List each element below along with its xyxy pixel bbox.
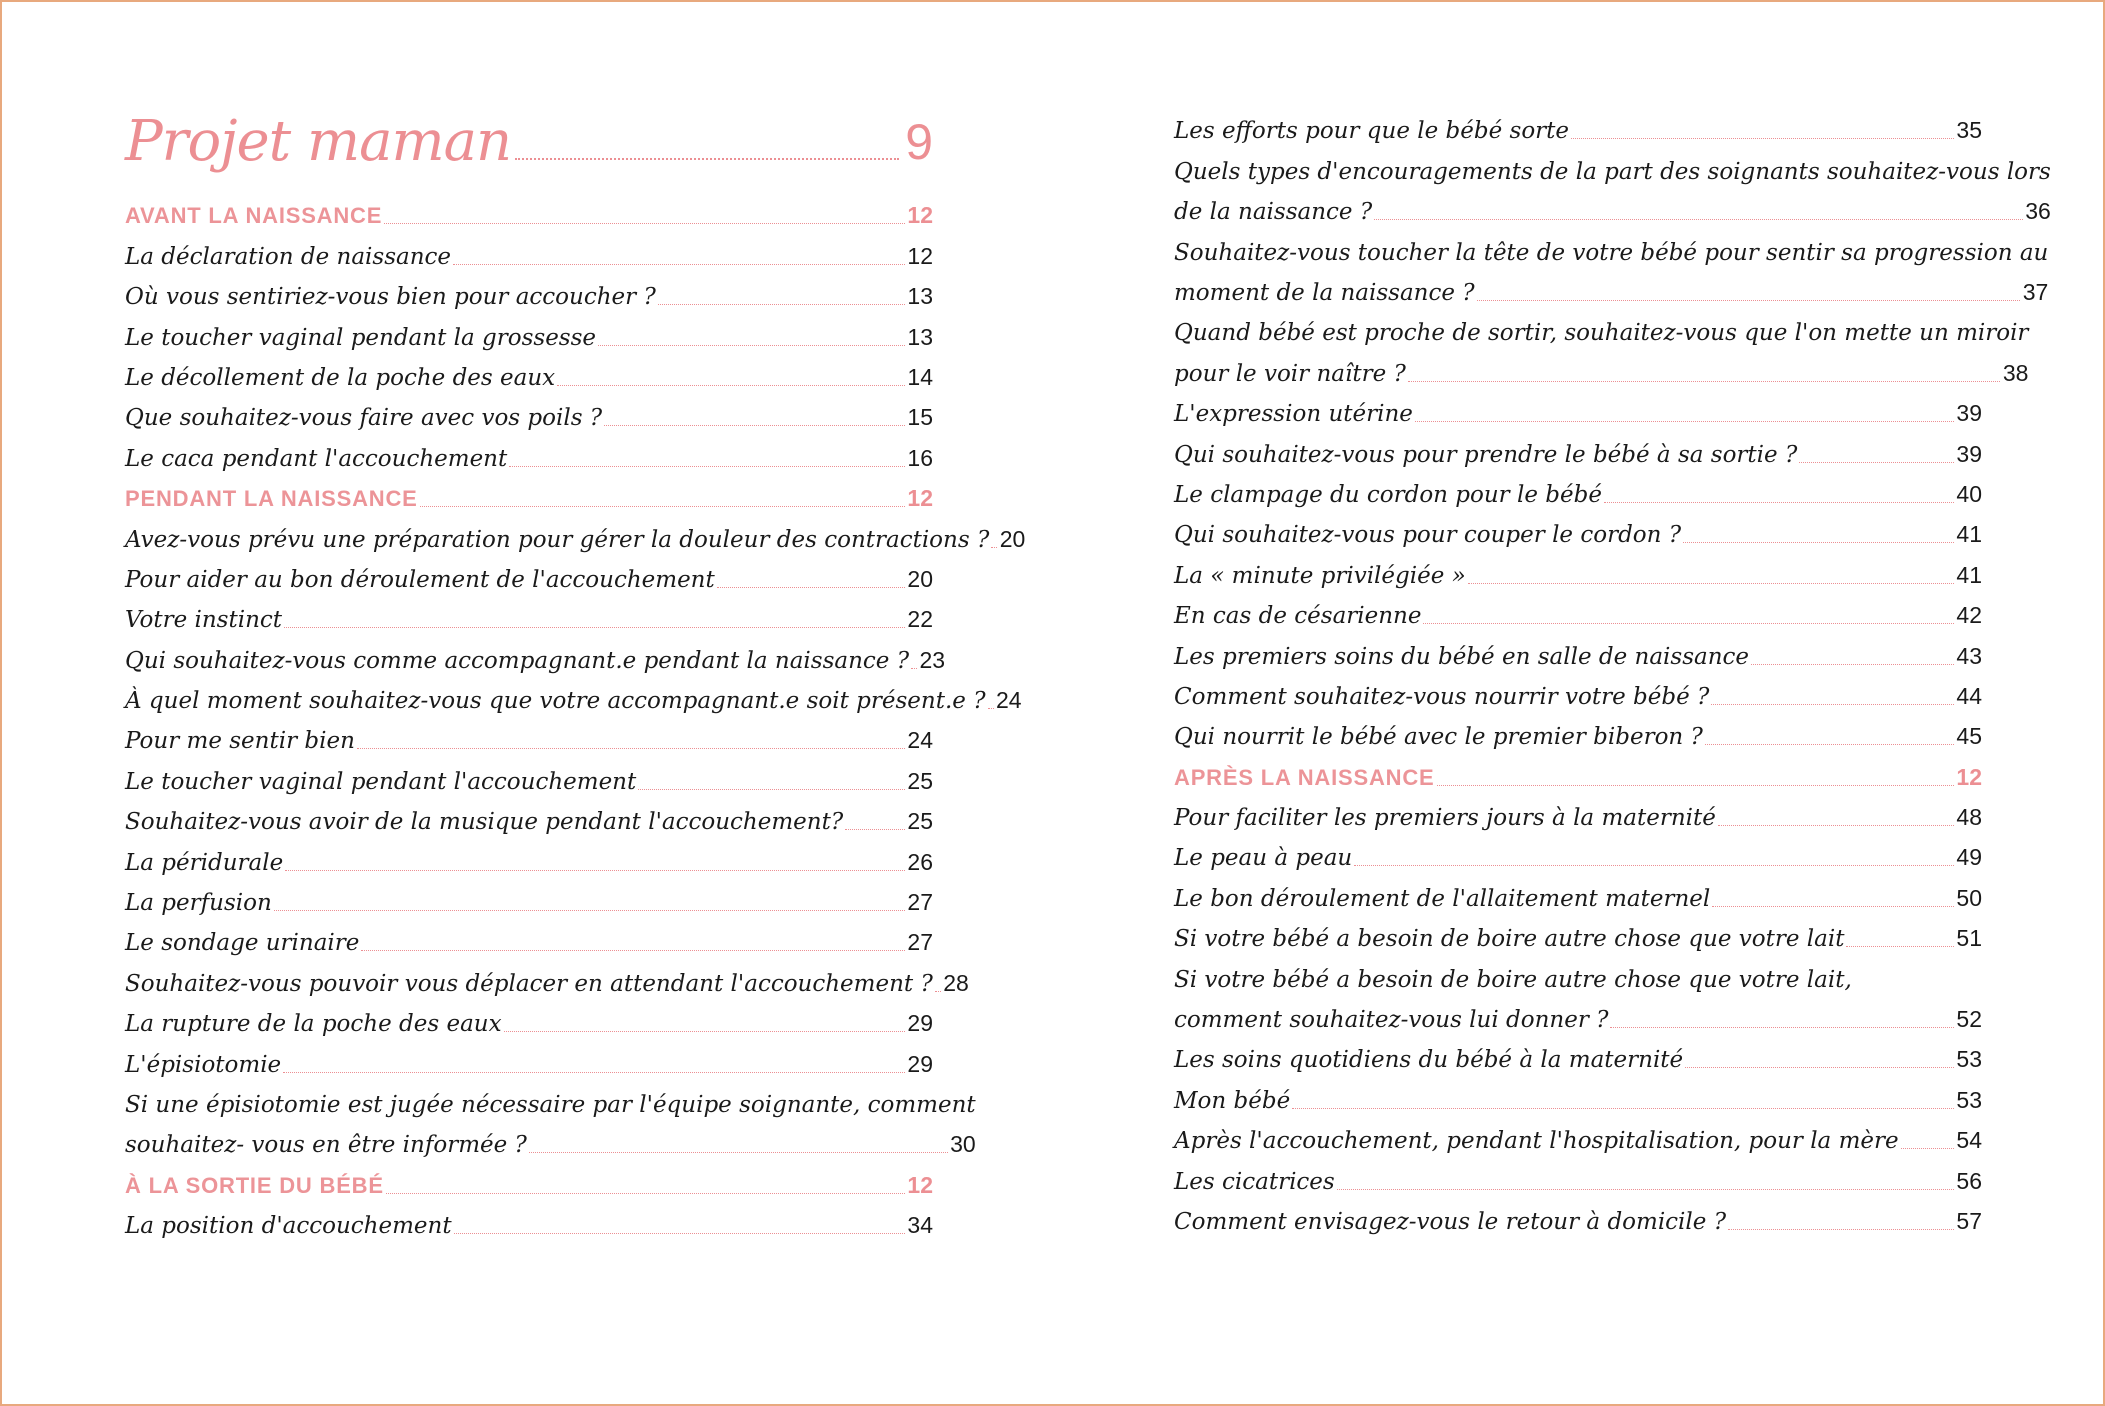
toc-entry-label: Le toucher vaginal pendant l'accouchement [125,768,637,795]
leader-dots [1799,462,1954,463]
toc-entry [1174,1118,1982,1158]
toc-entry-label: Comment souhaitez-vous nourrir votre bébé ? [1174,683,1710,710]
leader-dots [1610,1027,1954,1028]
toc-entry-text [1174,310,2028,391]
toc-entry [125,1203,933,1243]
toc-entry [1174,148,2051,229]
leader-dots [1408,381,2001,382]
toc-entry-label-line2: souhaitez- vous en être informée ? [125,1132,527,1159]
toc-entry [1174,835,1982,875]
toc-entry [1174,431,1982,471]
toc-entry-page: 50 [1956,884,1982,911]
toc-entry-page: 20 [907,565,933,592]
toc-entry-page: 48 [1956,804,1982,831]
toc-entry-label: Pour me sentir bien [125,728,355,755]
toc-entry [125,1001,933,1041]
leader-dots [515,158,899,160]
leader-dots [384,223,905,224]
toc-entry [125,233,933,273]
section-heading [1174,754,1982,794]
toc-entry [1174,472,1982,512]
toc-entry-page: 41 [1956,521,1982,548]
toc-entry-label: Pour faciliter les premiers jours à la maternité [1174,805,1716,832]
section-heading-label: PENDANT LA NAISSANCE [125,486,418,512]
leader-dots [604,425,905,426]
toc-entry [1174,512,1982,552]
toc-entry [125,274,933,314]
toc-entry-label: Le décollement de la poche des eaux [125,364,556,391]
toc-entry [125,314,933,354]
toc-entry-page: 40 [1956,480,1982,507]
toc-entry [1174,1037,1982,1077]
leader-dots [598,345,905,346]
leader-dots [1374,219,2023,220]
leader-dots [991,547,997,548]
leader-dots [557,385,905,386]
leader-dots [529,1152,948,1153]
toc-entry [1174,875,1982,915]
toc-entry-label-line2: moment de la naissance ? [1174,279,1475,306]
toc-entry-label-line2: pour le voir naître ? [1174,360,1406,387]
toc-entry-page: 22 [907,606,933,633]
toc-entry-label: Que souhaitez-vous faire avec vos poils ? [125,405,603,432]
toc-entry-page: 30 [950,1131,976,1158]
toc-entry-label: Où vous sentiriez-vous bien pour accoucher ? [125,284,656,311]
leader-dots [1712,906,1954,907]
leader-dots [935,991,941,992]
toc-entry-page: 39 [1956,400,1982,427]
section-heading-label: APRÈS LA NAISSANCE [1174,764,1435,790]
toc-list-left [125,193,1026,1243]
toc-entry [125,880,933,920]
toc-entry-label: La perfusion [125,890,272,917]
toc-entry [125,1041,933,1081]
toc-entry-page: 41 [1956,561,1982,588]
toc-entry [125,557,933,597]
section-heading-page: 12 [907,1171,933,1198]
toc-entry-label-line2: de la naissance ? [1174,199,1373,226]
toc-entry-page: 51 [1956,925,1982,952]
toc-entry [1174,552,1982,592]
section-heading [125,1162,933,1202]
toc-entry-label: La déclaration de naissance [125,243,452,270]
toc-entry [125,678,1022,718]
toc-entry-label: Si votre bébé a besoin de boire autre chose que votre lait [1174,926,1845,953]
toc-entry-label: Qui nourrit le bébé avec le premier biberon ? [1174,724,1703,751]
leader-dots [1705,744,1954,745]
section-heading-page: 12 [907,485,933,512]
toc-entry-page: 24 [995,687,1022,714]
toc-entry [125,718,933,758]
toc-entry-page: 25 [907,767,933,794]
leader-dots [1901,1148,1954,1149]
toc-entry-label: Le toucher vaginal pendant la grossesse [125,324,597,351]
toc-entry-label: À quel moment souhaitez-vous que votre accompagnant.e soit présent.e ? [125,688,986,715]
toc-entry [125,516,1026,556]
toc-entry-page: 49 [1956,844,1982,871]
toc-entry-label-line1: Si votre bébé a besoin de boire autre chose que votre lait, [1174,966,1852,993]
toc-entry-label: Le clampage du cordon pour le bébé [1174,481,1602,508]
toc-entry-label: Les efforts pour que le bébé sorte [1174,118,1570,145]
toc-entry-page: 25 [907,808,933,835]
toc-entry-page: 45 [1956,723,1982,750]
toc-entry [125,435,933,475]
toc-entry-page: 13 [907,283,933,310]
toc-entry-line2 [1174,997,1982,1037]
leader-dots [1437,785,1954,786]
toc-entry-page: 57 [1956,1208,1982,1234]
toc-entry [125,1082,976,1163]
toc-entry [125,799,933,839]
toc-entry-page: 12 [907,242,933,269]
toc-entry-page: 52 [1956,1006,1982,1033]
toc-entry [1174,714,1982,754]
toc-entry-page: 15 [907,404,933,431]
toc-entry [1174,1077,1982,1117]
toc-entry-page: 24 [907,727,933,754]
toc-entry-label-line1: Quand bébé est proche de sortir, souhaitez-vous que l'on mette un miroir [1174,320,2029,347]
toc-entry-label: La rupture de la poche des eaux [125,1011,502,1038]
leader-dots [386,1193,905,1194]
toc-entry-page: 38 [2002,359,2029,386]
toc-entry-label: Les premiers soins du bébé en salle de naissance [1174,643,1750,670]
toc-entry-page: 44 [1956,682,1982,709]
section-heading [125,193,933,233]
toc-entry-text [1174,956,1982,1037]
toc-entry [125,637,946,677]
toc-entry-page: 13 [907,323,933,350]
leader-dots [717,587,905,588]
toc-entry-label: Avez-vous prévu une préparation pour gérer la douleur des contractions ? [125,526,990,553]
toc-entry-page: 36 [2025,198,2051,225]
toc-entry-page: 53 [1956,1086,1982,1113]
toc-entry-label: Le sondage urinaire [125,930,360,957]
toc-entry [125,920,933,960]
leader-dots [1468,583,1954,584]
toc-entry-label: Le caca pendant l'accouchement [125,445,508,472]
leader-dots [988,708,994,709]
toc-entry [1174,1158,1982,1198]
toc-entry [1174,633,1982,673]
toc-list-right [1174,108,2051,1239]
toc-entry-label-line1: Souhaitez-vous toucher la tête de votre bébé pour sentir sa progression au [1174,239,2049,266]
leader-dots [845,829,905,830]
toc-entry-label: La « minute privilégiée » [1174,562,1466,589]
toc-entry [125,597,933,637]
toc-entry [1174,310,2029,391]
leader-dots [453,264,905,265]
toc-entry-label-line1: Si une épisiotomie est jugée nécessaire par l'équipe soignante, comment [125,1092,976,1118]
leader-dots [509,466,905,467]
toc-entry-label-line1: Quels types d'encouragements de la part des soignants souhaitez-vous lors [1174,158,2051,185]
toc-entry-page: 29 [907,1010,933,1037]
toc-entry-label-line2: comment souhaitez-vous lui donner ? [1174,1007,1609,1034]
toc-entry-page: 26 [907,848,933,875]
leader-dots [454,1233,905,1234]
section-heading-label: À LA SORTIE DU BÉBÉ [125,1172,384,1198]
toc-entry-label: Les cicatrices [1174,1168,1335,1195]
toc-entry-label: Le bon déroulement de l'allaitement maternel [1174,885,1711,912]
toc-entry [125,395,933,435]
leader-dots [1711,704,1954,705]
toc-entry-label: Souhaitez-vous pouvoir vous déplacer en attendant l'accouchement ? [125,970,933,997]
toc-entry [125,355,933,395]
leader-dots [658,304,905,305]
toc-entry-page: 56 [1956,1167,1982,1194]
toc-entry [1174,229,2049,310]
toc-entry-page: 27 [907,889,933,916]
toc-entry [1174,1199,1982,1239]
toc-entry-page: 23 [919,646,946,673]
leader-dots [1337,1189,1954,1190]
toc-entry-page: 14 [907,363,933,390]
toc-entry-page: 42 [1956,602,1982,629]
chapter-title: Projet maman [125,109,512,174]
toc-entry-label: Souhaitez-vous avoir de la musique pendant l'accouchement? [125,809,844,836]
toc-entry [1174,391,1982,431]
section-heading [125,476,933,516]
leader-dots [504,1031,905,1032]
toc-entry-page: 20 [999,525,1026,552]
leader-dots [1571,138,1954,139]
toc-entry-page: 53 [1956,1046,1982,1073]
toc-entry-label: Après l'accouchement, pendant l'hospitalisation, pour la mère [1174,1128,1899,1155]
toc-entry-text [125,1082,976,1163]
leader-dots [1718,825,1954,826]
toc-entry-page: 39 [1956,440,1982,467]
toc-entry-label: Votre instinct [125,607,283,634]
leader-dots [1354,865,1954,866]
toc-entry-page: 16 [907,444,933,471]
toc-entry-label: L'épisiotomie [125,1051,282,1078]
toc-entry-line2 [1174,189,2051,229]
toc-entry-line2 [1174,270,2048,310]
leader-dots [1415,421,1954,422]
leader-dots [361,950,905,951]
toc-entry-page: 29 [907,1050,933,1077]
toc-entry-label: En cas de césarienne [1174,603,1422,630]
toc-entry-label: Pour aider au bon déroulement de l'accouchement [125,566,715,593]
toc-entry-page: 43 [1956,642,1982,669]
toc-entry-label: Qui souhaitez-vous pour prendre le bébé à sa sortie ? [1174,441,1798,468]
toc-entry [1174,956,1982,1037]
leader-dots [357,748,905,749]
leader-dots [1683,542,1954,543]
toc-entry-label: Le peau à peau [1174,845,1353,872]
leader-dots [274,910,905,911]
toc-entry-page: 35 [1956,117,1982,144]
leader-dots [1751,664,1954,665]
toc-entry [1174,916,1982,956]
leader-dots [1292,1108,1954,1109]
toc-entry-page: 54 [1956,1127,1982,1154]
toc-entry-text [1174,229,2048,310]
toc-entry-label: Mon bébé [1174,1087,1291,1114]
toc-entry [125,758,933,798]
leader-dots [1728,1229,1954,1230]
toc-entry-page: 34 [907,1212,933,1239]
leader-dots [1685,1067,1954,1068]
section-heading-page: 12 [907,202,933,229]
toc-entry-page: 37 [2022,278,2049,305]
toc-entry [1174,108,1982,148]
toc-entry [1174,795,1982,835]
section-heading-page: 12 [1956,763,1982,790]
leader-dots [1846,946,1954,947]
toc-entry-label: Comment envisagez-vous le retour à domicile ? [1174,1209,1727,1235]
toc-entry-page: 28 [943,969,969,996]
leader-dots [284,627,905,628]
toc-entry-label: La position d'accouchement [125,1213,452,1240]
leader-dots [1423,623,1954,624]
leader-dots [420,506,905,507]
toc-entry-label: La péridurale [125,849,284,876]
toc-entry-text [1174,148,2051,229]
toc-entry-label: Qui souhaitez-vous pour couper le cordon ? [1174,522,1682,549]
leader-dots [638,789,905,790]
toc-entry-line2 [125,1122,976,1162]
leader-dots [283,1072,905,1073]
leader-dots [285,870,905,871]
toc-entry [1174,593,1982,633]
toc-entry-label: L'expression utérine [1174,401,1413,428]
toc-entry-label: Les soins quotidiens du bébé à la maternité [1174,1047,1684,1074]
leader-dots [1604,502,1954,503]
leader-dots [911,668,917,669]
leader-dots [1477,300,2021,301]
chapter-title-row [125,102,933,172]
section-heading-label: AVANT LA NAISSANCE [125,203,383,229]
toc-entry [125,839,933,879]
toc-entry [125,960,969,1000]
toc-entry-page: 27 [907,929,933,956]
toc-entry-line2 [1174,350,2028,390]
chapter-page-number: 9 [905,114,933,170]
toc-entry-label: Qui souhaitez-vous comme accompagnant.e pendant la naissance ? [125,647,910,674]
toc-entry [1174,674,1982,714]
